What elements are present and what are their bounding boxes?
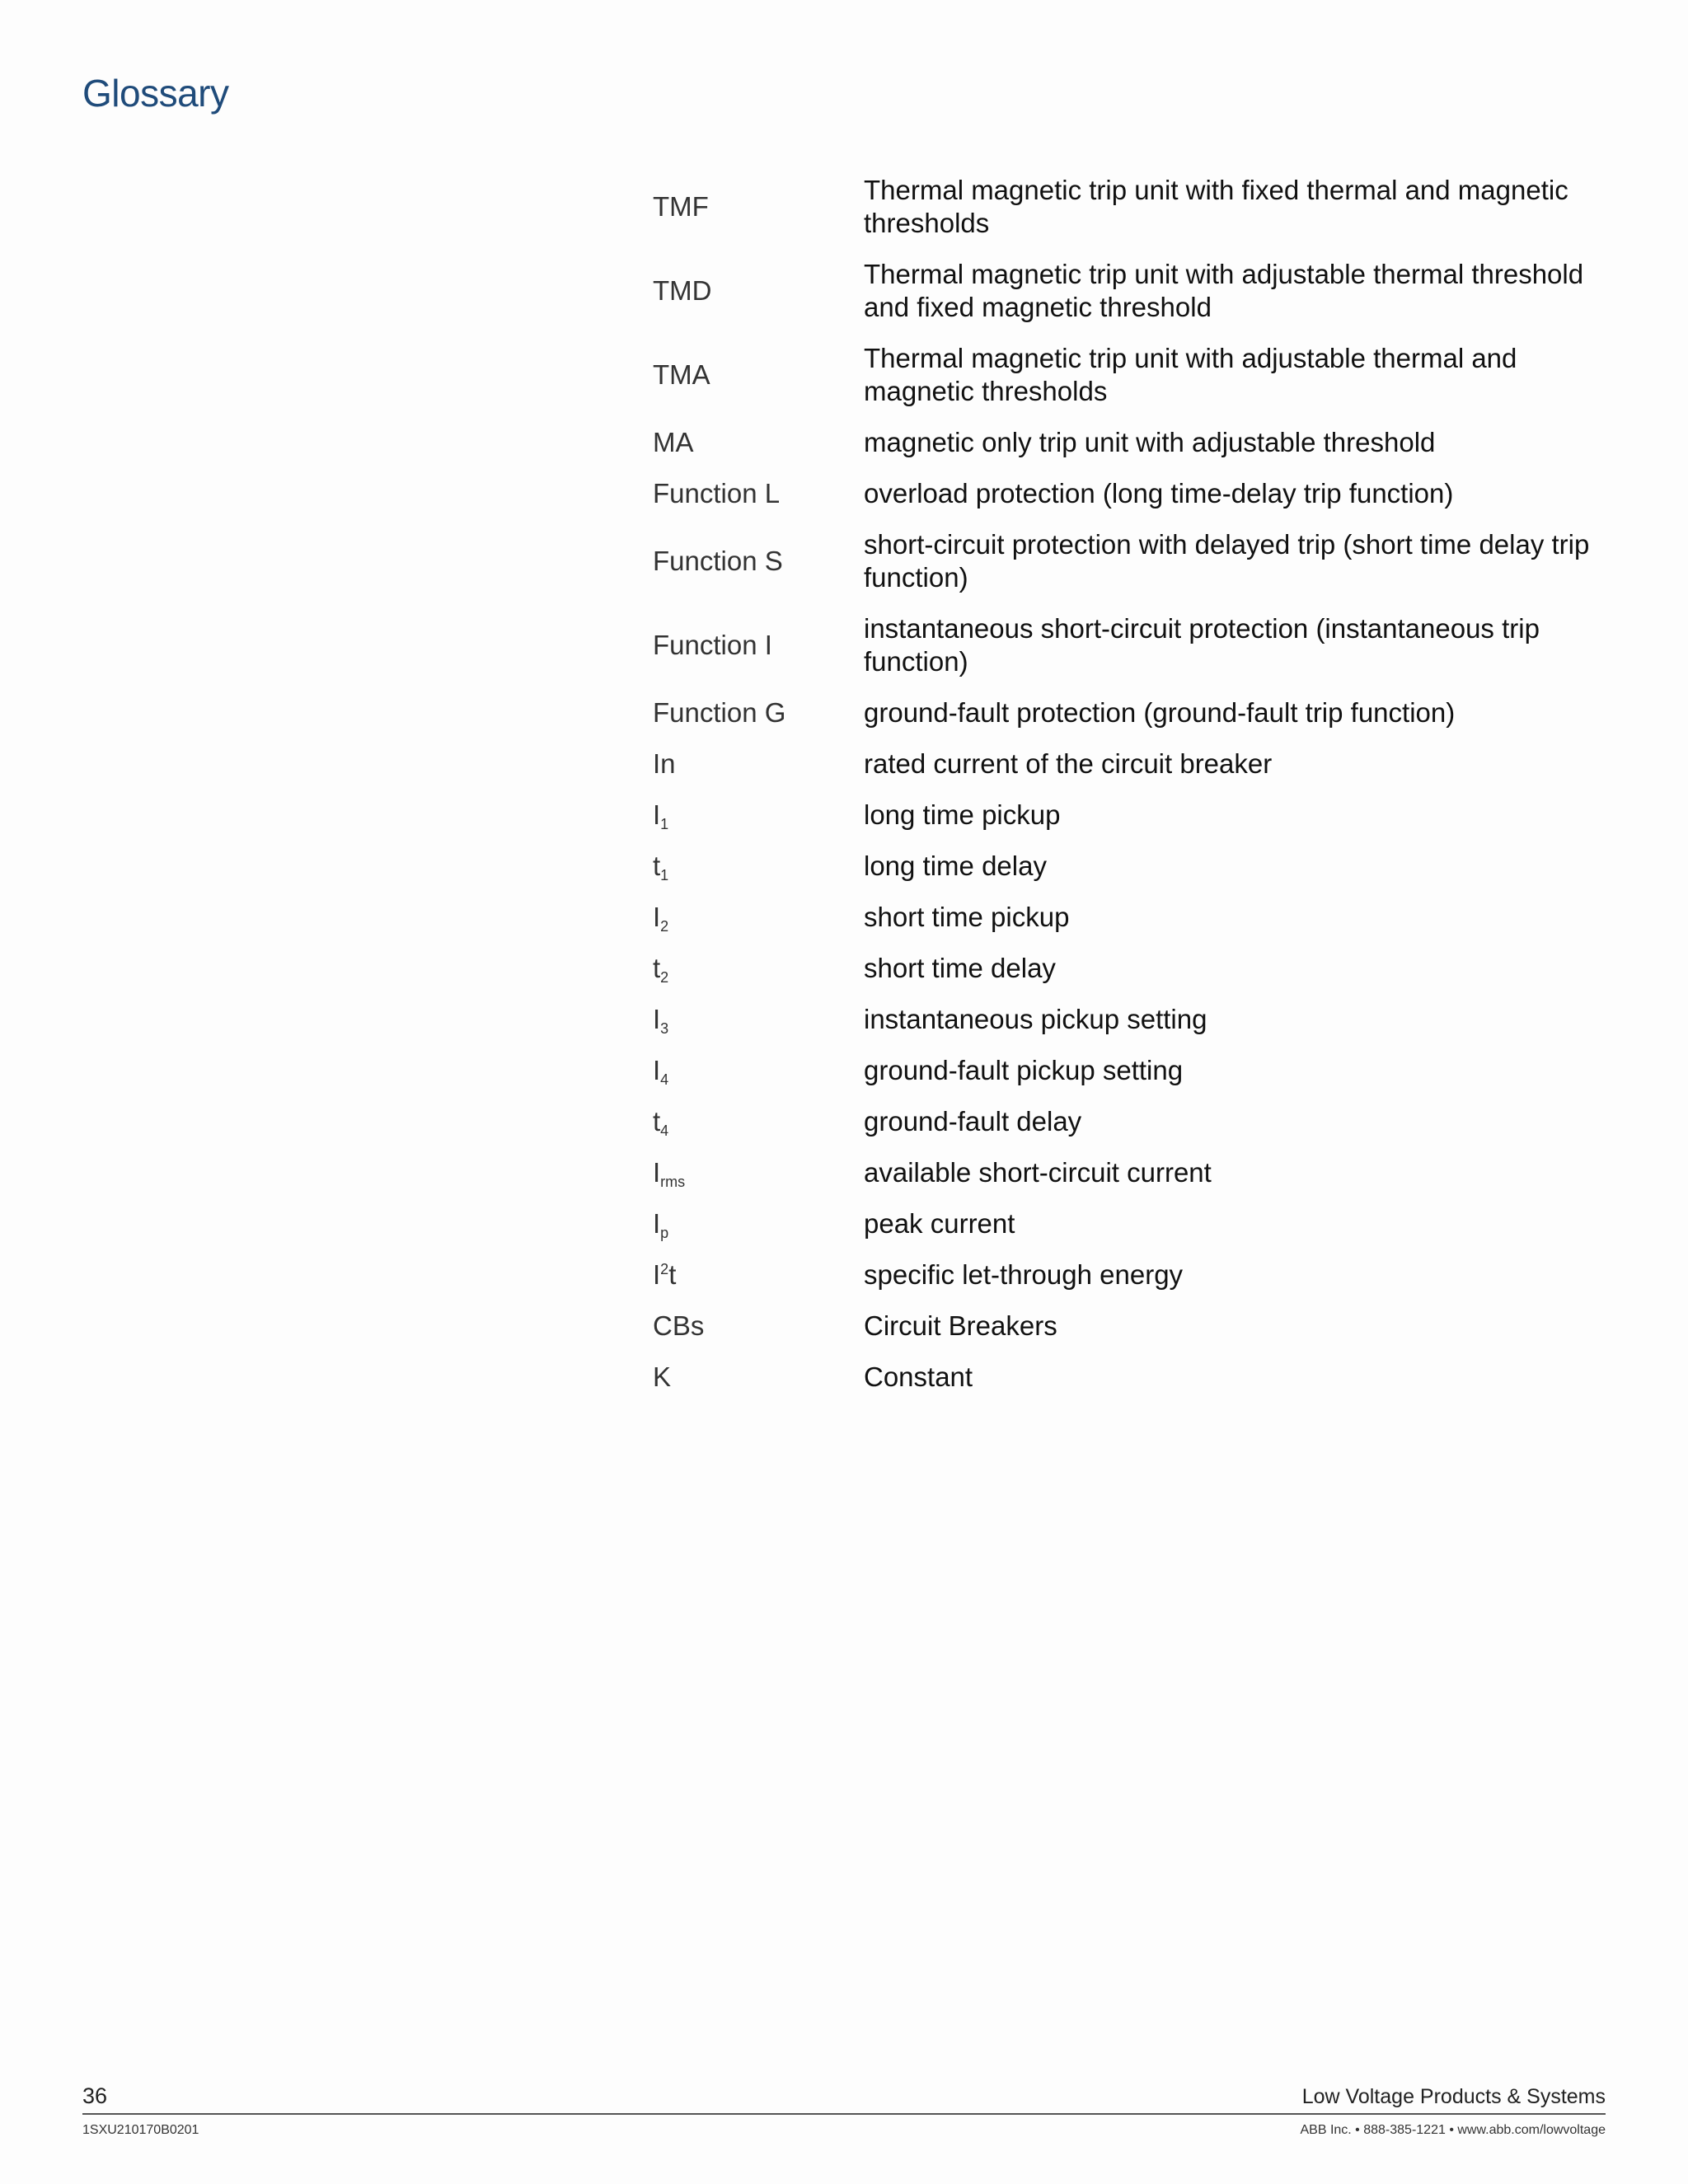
term-symbol: t	[653, 953, 661, 983]
glossary-row	[653, 468, 1609, 519]
glossary-definition: short-circuit protection with delayed trip (short time delay trip function)	[864, 529, 1590, 593]
glossary-term	[653, 1249, 864, 1301]
glossary-term: MA	[653, 427, 694, 457]
glossary-row	[653, 249, 1609, 333]
glossary-definition: Thermal magnetic trip unit with fixed thermal and magnetic thresholds	[864, 175, 1568, 238]
glossary-definition: short time delay	[864, 953, 1056, 983]
glossary-term: TMF	[653, 191, 709, 222]
glossary-term: K	[653, 1361, 672, 1392]
page-number: 36	[82, 2083, 108, 2108]
term-subscript: rms	[660, 1174, 686, 1190]
glossary-definition: peak current	[864, 1208, 1015, 1239]
term-subscript: 4	[660, 1122, 669, 1139]
term-symbol: I	[653, 799, 661, 830]
glossary-definition: ground-fault pickup setting	[864, 1055, 1184, 1085]
term-superscript: 2	[660, 1261, 669, 1277]
glossary-row	[653, 1249, 1609, 1301]
glossary-definition: Circuit Breakers	[864, 1310, 1057, 1341]
glossary-row	[653, 603, 1609, 687]
glossary-term: TMD	[653, 275, 712, 306]
glossary-definition: short time pickup	[864, 902, 1070, 932]
glossary-term	[653, 892, 864, 943]
glossary-term	[653, 943, 864, 994]
glossary-row	[653, 994, 1609, 1045]
glossary-definition: long time delay	[864, 851, 1047, 881]
term-subscript: 1	[660, 816, 669, 832]
term-subscript: 1	[660, 867, 669, 883]
glossary-term	[653, 1096, 864, 1147]
glossary-row	[653, 738, 1609, 790]
glossary-row	[653, 841, 1609, 892]
term-symbol: I	[653, 1055, 661, 1085]
glossary-term: Function G	[653, 697, 786, 728]
term-symbol: I	[653, 1259, 661, 1290]
glossary-row	[653, 519, 1609, 603]
glossary-row	[653, 687, 1609, 738]
glossary-term	[653, 1147, 864, 1198]
glossary-term	[653, 790, 864, 841]
glossary-term	[653, 1198, 864, 1249]
glossary-term: TMA	[653, 359, 710, 390]
term-symbol: t	[653, 1106, 661, 1137]
term-subscript: 2	[660, 918, 669, 935]
glossary-row	[653, 943, 1609, 994]
glossary-definition: ground-fault delay	[864, 1106, 1082, 1137]
term-subscript: p	[660, 1225, 669, 1241]
glossary-row	[653, 892, 1609, 943]
glossary-term	[653, 841, 864, 892]
glossary-definition: Thermal magnetic trip unit with adjustable thermal threshold and fixed magnetic threshold	[864, 259, 1584, 322]
glossary-term: Function S	[653, 546, 783, 576]
term-symbol: I	[653, 1208, 661, 1239]
footer-section-title: Low Voltage Products & Systems	[1301, 2085, 1606, 2108]
glossary-term	[653, 1045, 864, 1096]
footer-divider	[82, 2113, 1606, 2115]
glossary-term: Function I	[653, 630, 772, 660]
term-subscript: 2	[660, 969, 669, 986]
glossary-term: CBs	[653, 1310, 705, 1341]
term-symbol: t	[653, 851, 661, 881]
glossary-row	[653, 1301, 1609, 1352]
glossary-definition: long time pickup	[864, 799, 1061, 830]
glossary-term: Function L	[653, 478, 781, 509]
glossary-definition: magnetic only trip unit with adjustable threshold	[864, 427, 1436, 457]
glossary-row	[653, 1045, 1609, 1096]
glossary-definition: Constant	[864, 1361, 973, 1392]
term-symbol: I	[653, 1004, 661, 1034]
glossary-definition: overload protection (long time-delay trip function)	[864, 478, 1454, 509]
glossary-table	[653, 165, 1609, 1403]
glossary-definition: instantaneous short-circuit protection (instantaneous trip function)	[864, 613, 1540, 677]
term-symbol-tail: t	[668, 1259, 677, 1290]
glossary-row	[653, 1147, 1609, 1198]
term-symbol: I	[653, 1157, 661, 1188]
glossary-row	[653, 1198, 1609, 1249]
glossary-row	[653, 1352, 1609, 1403]
glossary-row	[653, 790, 1609, 841]
glossary-row	[653, 165, 1609, 249]
glossary-term: In	[653, 748, 676, 779]
glossary-definition: specific let-through energy	[864, 1259, 1184, 1290]
glossary-definition: rated current of the circuit breaker	[864, 748, 1273, 779]
term-symbol: I	[653, 902, 661, 932]
glossary-row	[653, 333, 1609, 417]
glossary-definition: available short-circuit current	[864, 1157, 1212, 1188]
term-subscript: 4	[660, 1071, 669, 1088]
page-title: Glossary	[82, 72, 229, 115]
glossary-row	[653, 1096, 1609, 1147]
glossary-term	[653, 994, 864, 1045]
glossary-row	[653, 417, 1609, 468]
footer-document-code: 1SXU210170B0201	[82, 2123, 199, 2137]
glossary-definition: ground-fault protection (ground-fault trip function)	[864, 697, 1456, 728]
term-subscript: 3	[660, 1020, 669, 1037]
glossary-definition: instantaneous pickup setting	[864, 1004, 1207, 1034]
glossary-definition: Thermal magnetic trip unit with adjustable thermal and magnetic thresholds	[864, 343, 1517, 406]
footer-contact: ABB Inc. • 888-385-1221 • www.abb.com/lowvoltage	[1300, 2123, 1606, 2137]
